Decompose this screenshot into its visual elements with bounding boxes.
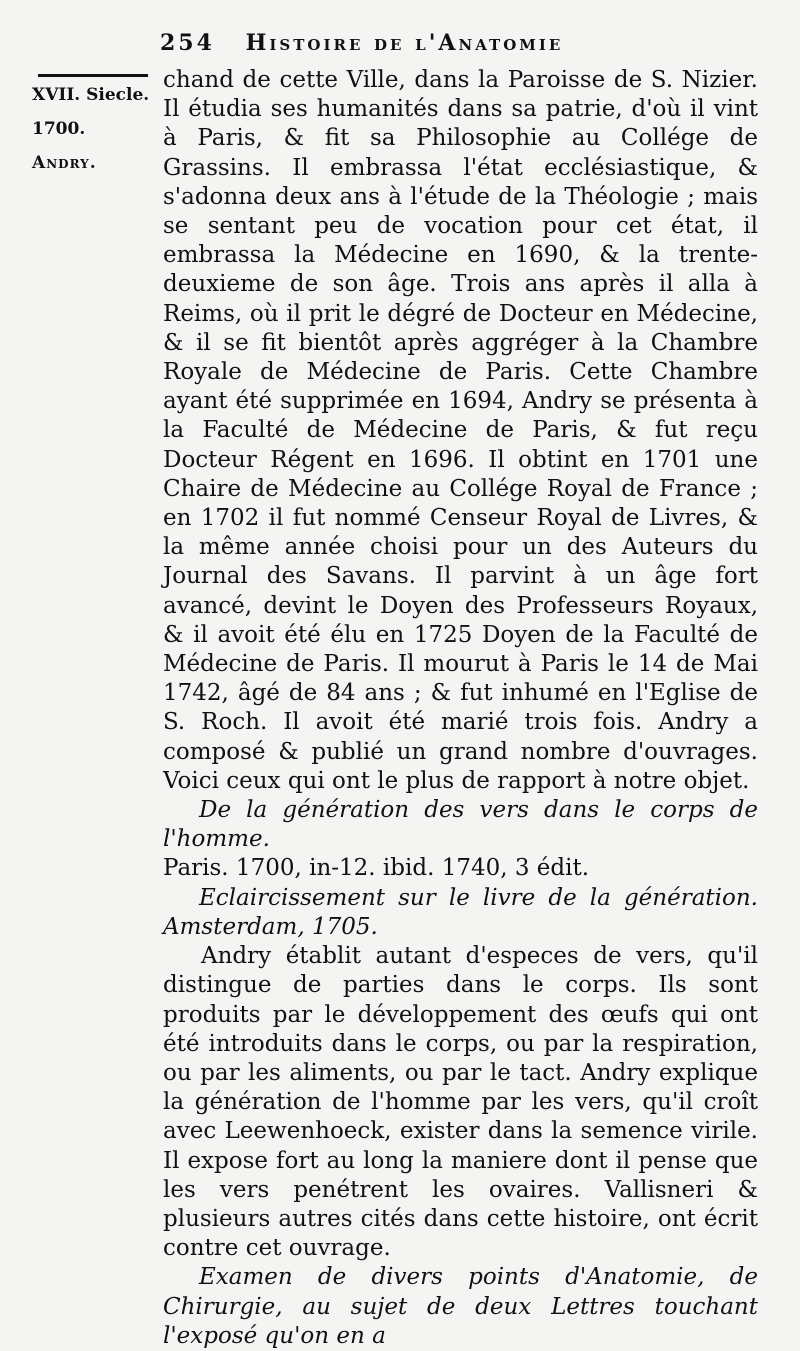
margin-year: 1700. <box>32 119 86 139</box>
page-number: 254 <box>160 30 215 56</box>
margin-notes <box>20 68 160 187</box>
entry-title-eclaircissement: Eclaircissement sur le livre de la génération. Amsterdam, 1705. <box>163 884 758 940</box>
margin-century: XVII. Siecle. <box>32 85 150 105</box>
entry-title-examen: Examen de divers points d'Anatomie, de Chirurgie, au sujet de deux Lettres touchant l'exposé qu'on en a <box>163 1264 758 1349</box>
body-text <box>163 66 758 1351</box>
margin-author: Andry. <box>32 153 97 173</box>
paragraph-biography: chand de cette Ville, dans la Paroisse de S. Nizier. Il étudia ses humanités dans sa patrie, d'où il vint à Paris, & fit sa Philosophie au Collége de Grassins. Il embrassa l'état ecclésiastique, & s'adonna deux ans à l'étude de la Théologie ; mais se sentant peu de vocation pour cet état, il embrassa la Médecine en 1690, & la trente-deuxieme de son âge. Trois ans après il alla à Reims, où il prit le dégré de Docteur en Médecine, & il se fit bientôt après aggréger à la Chambre Royale de Médecine de Paris. Cette Chambre ayant été supprimée en 1694, Andry se présenta à la Faculté de Médecine de Paris, & fut reçu Docteur Régent en 1696. Il obtint en 1701 une Chaire de Médecine au Collége Royal de France ; en 1702 il fut nommé Censeur Royal de Livres, & la même année choisi pour un des Auteurs du Journal des Savans. Il parvint à un âge fort avancé, devint le Doyen des Professeurs Royaux, & il avoit été élu en 1725 Doyen de la Faculté de Médecine de Paris. Il mourut à Paris le 14 de Mai 1742, âgé de 84 ans ; & fut inhumé en l'Eglise de S. Roch. Il avoit été marié trois fois. Andry a composé & publié un grand nombre d'ouvrages. Voici ceux qui ont le plus de rapport à notre objet. <box>163 67 758 794</box>
entry-title-generation: De la génération des vers dans le corps de l'homme. <box>163 797 758 853</box>
entry-publication-generation: Paris. 1700, in-12. ibid. 1740, 3 édit. <box>163 855 590 882</box>
running-title: Histoire de l'Anatomie <box>245 30 564 56</box>
margin-rule <box>38 74 148 77</box>
running-header <box>160 30 760 66</box>
paragraph-commentary: Andry établit autant d'especes de vers, qu'il distingue de parties dans le corps. Ils sont produits par le développement des œufs qui ont été introduits dans le corps, ou par la respiration, ou par les aliments, ou par le tact. Andry explique la génération de l'homme par les vers, qu'il croît avec Leewenhoeck, exister dans la semence virile. Il expose fort au long la maniere dont il pense que les vers penétrent les ovaires. Vallisneri & plusieurs autres cités dans cette histoire, ont écrit contre cet ouvrage. <box>163 943 758 1262</box>
